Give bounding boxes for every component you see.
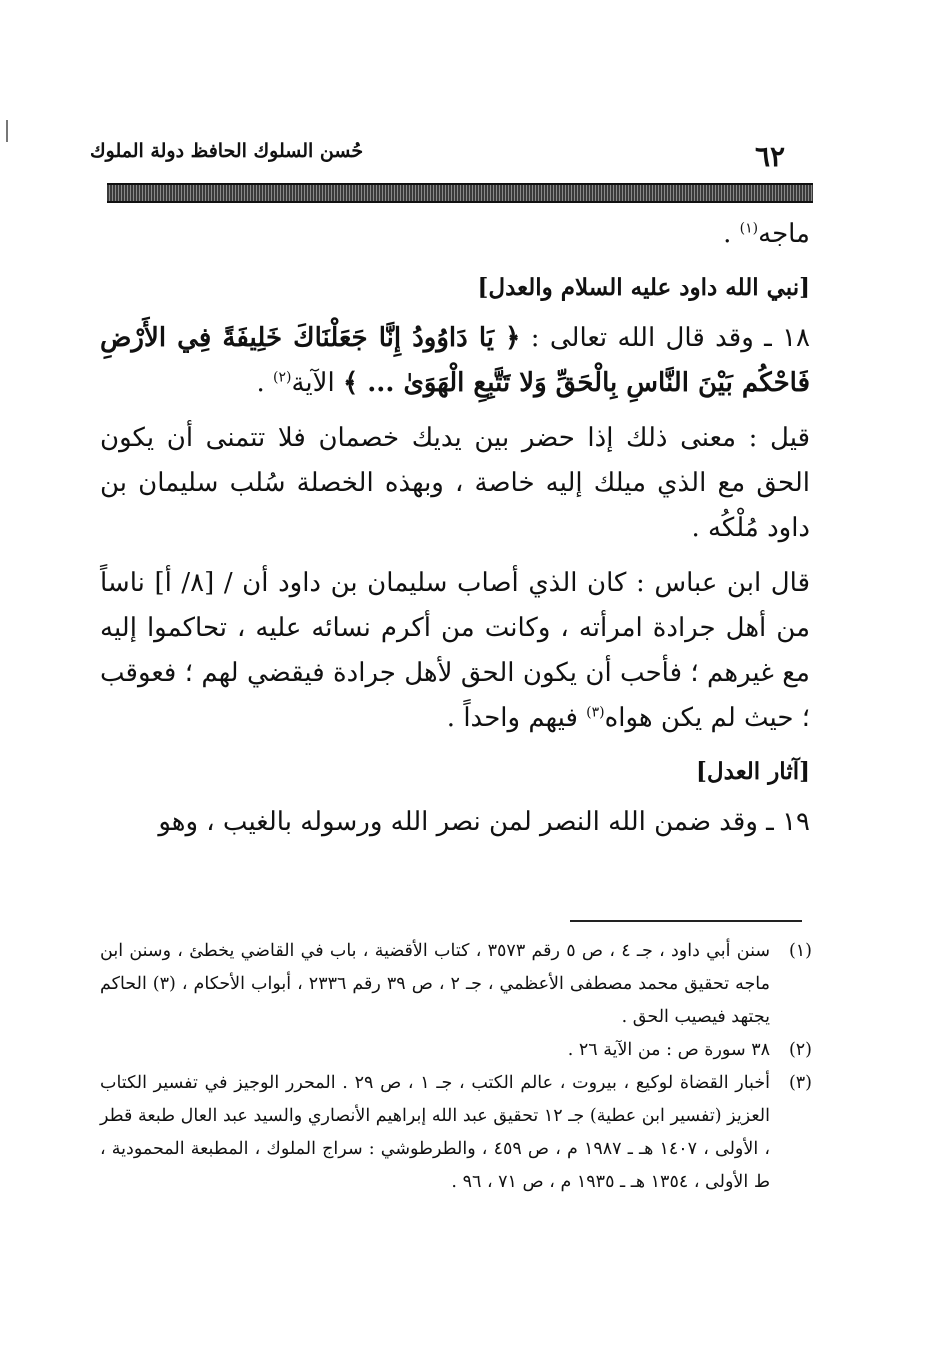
footnote-3-text: أخبار القضاة لوكيع ، بيروت ، عالم الكتب ، جـ ١ ، ص ٢٩ . المحرر الوجيز في تفسير الكتاب العزيز (تفسير ابن عطية) جـ ١٢ تحقيق عبد الله إبراهيم الأنصاري والسيد عبد العال طبعة قطر ، الأولى ، ١٤٠٧ هـ ـ ١٩٨٧ م ، ص ٤٥٩ ، والطرطوشي : سراج الملوك ، المطبعة المحمودية ، ط الأولى ، ١٣٥٤ هـ ـ ١٩٣٥ م ، ص ٧١ ، ٩٦ . bbox=[100, 1073, 770, 1192]
main-text bbox=[100, 212, 810, 845]
paragraph-qila: قيل : معنى ذلك إذا حضر بين يديك خصمان فلا تتمنى أن يكون الحق مع الذي ميلك إليه خاصة ، وبهذه الخصلة سُلب سليمان بن داود مُلْكُه . bbox=[100, 423, 810, 543]
footnote-ref-3: (٣) bbox=[586, 704, 605, 721]
continued-line: ماجه$^{(١)}$ . bbox=[723, 219, 810, 249]
footnote-3 bbox=[100, 1067, 812, 1199]
section-heading-athar: [آثار العدل] bbox=[696, 758, 810, 785]
footnote-2-text: ٣٨ سورة ص : من الآية ٢٦ . bbox=[567, 1040, 770, 1060]
footnote-1 bbox=[100, 935, 812, 1034]
continued-word: ماجه bbox=[758, 219, 810, 249]
footnote-2-mark: (٢) bbox=[788, 1040, 812, 1060]
footnote-1-text: سنن أبي داود ، جـ ٤ ، ص ٥ رقم ٣٥٧٣ ، كتاب الأقضية ، باب في القاضي يخطئ ، وسنن ابن ماجه تحقيق محمد مصطفى الأعظمي ، جـ ٢ ، ص ٣٩ رقم ٢٣٣٦ ، أبواب الأحكام ، (٣) الحاكم يجتهد فيصيب الحق . bbox=[100, 941, 771, 1027]
paragraph-18-tail: الآية bbox=[291, 368, 335, 398]
scan-edge-mark bbox=[6, 120, 8, 142]
section-heading-dawud: [نبي الله داود عليه السلام والعدل] bbox=[477, 274, 810, 301]
paragraph-ibn-abbas-end: فيهم واحداً . bbox=[446, 703, 578, 733]
header-rule bbox=[107, 183, 813, 203]
page-number: ٦٢ bbox=[755, 140, 786, 173]
footnote-1-mark: (١) bbox=[788, 941, 812, 961]
paragraph-19: ١٩ ـ وقد ضمن الله النصر لمن نصر الله ورسوله بالغيب ، وهو bbox=[158, 807, 810, 837]
paragraph-18-lead: ١٨ ـ وقد قال الله تعالى : bbox=[530, 323, 811, 353]
footnotes bbox=[100, 935, 812, 1199]
footnote-separator bbox=[570, 920, 802, 922]
paragraph-18: ١٨ ـ وقد قال الله تعالى : ﴿ يَا دَاوُودُ إِنَّا جَعَلْنَاكَ خَلِيفَةً فِي الأَرْضِ فَاحْكُم بَيْنَ النَّاسِ بِالْحَقِّ وَلا تَتَّبِعِ الْهَوَىٰ ... ﴾ الآية$^{(٢)}$ . bbox=[100, 323, 811, 398]
quran-verse: ﴿ يَا دَاوُودُ إِنَّا جَعَلْنَاكَ خَلِيفَةً فِي الأَرْضِ فَاحْكُم بَيْنَ النَّاسِ بِالْحَقِّ وَلا تَتَّبِعِ الْهَوَىٰ ... ﴾ bbox=[100, 323, 810, 398]
footnote-ref-2: (٢) bbox=[273, 369, 292, 386]
footnote-3-mark: (٣) bbox=[788, 1073, 812, 1093]
paragraph-ibn-abbas-text: قال ابن عباس : كان الذي أصاب سليمان بن داود أن / [٨/ أ] ناساً من أهل جرادة امرأته ، وكانت من أكرم نسائه عليه ، تحاكموا إليه مع غيرهم ؛ فأحب أن يكون الحق لأهل جرادة فيقضي لهم ؛ فعوقب ؛ حيث لم يكن هواه bbox=[100, 568, 811, 733]
footnote-ref-1: (١) bbox=[739, 220, 759, 237]
running-header-title: حُسن السلوك الحافظ دولة الملوك bbox=[90, 140, 364, 162]
paragraph-ibn-abbas bbox=[100, 561, 810, 741]
footnote-2 bbox=[100, 1034, 812, 1067]
